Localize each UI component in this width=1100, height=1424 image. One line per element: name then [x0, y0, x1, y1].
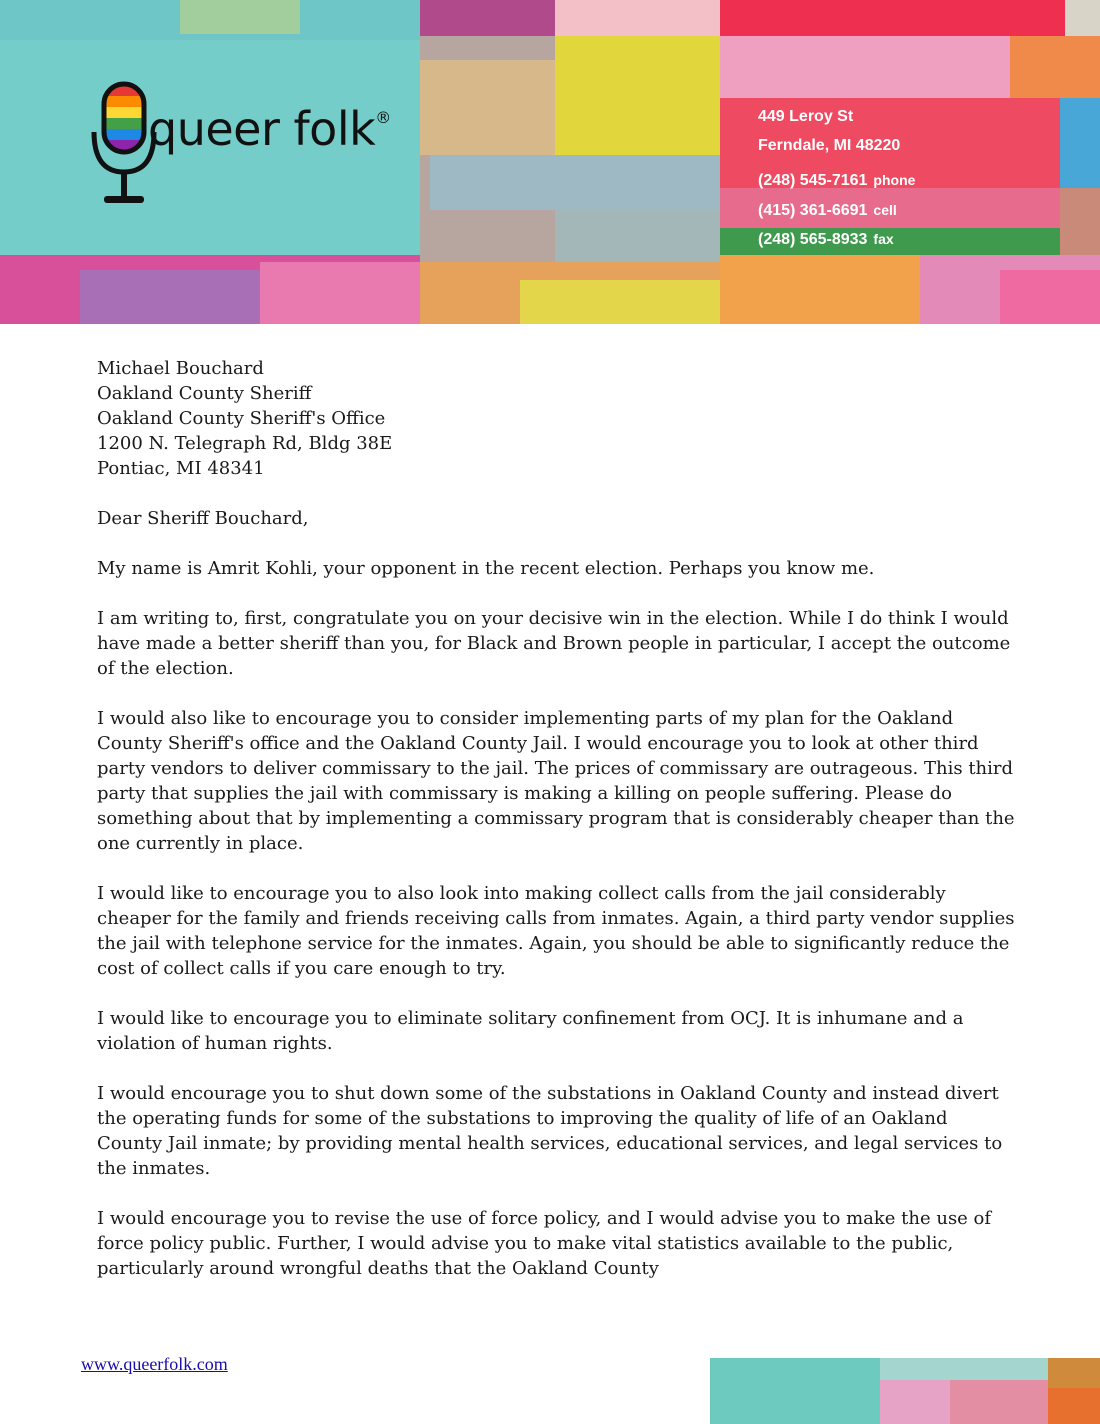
paragraph: I would like to encourage you to also look into making collect calls from the jail considerably cheaper for the family and friends receiving calls from inmates. Again, a third party vendor supplies the jail with telephone service for the inmates. Again, you should be able to significantly reduce the cost of collect calls if you care enough to try. — [97, 883, 1015, 979]
contact-phone: (248) 545-7161 phone — [758, 172, 916, 189]
letterhead-banner — [0, 0, 1100, 324]
contact-cell: (415) 361-6691 cell — [758, 202, 897, 219]
letter-body — [97, 356, 1017, 1306]
website-link[interactable]: www.queerfolk.com — [81, 1354, 228, 1374]
paragraph: I would like to encourage you to eliminate solitary confinement from OCJ. It is inhumane and a violation of human rights. — [97, 1008, 964, 1054]
brand-name: queer folk® — [148, 102, 391, 156]
contact-fax: (248) 565-8933 fax — [758, 231, 894, 248]
salutation: Dear Sheriff Bouchard, — [97, 508, 309, 529]
footer-color-band — [710, 1358, 1100, 1424]
recipient-city: Pontiac, MI 48341 — [97, 458, 265, 479]
recipient-title: Oakland County Sheriff — [97, 383, 312, 404]
contact-street: 449 Leroy St — [758, 108, 854, 125]
recipient-address — [97, 356, 1017, 481]
paragraph: I would also like to encourage you to consider implementing parts of my plan for the Oakland County Sheriff's office and the Oakland County Jail. I would encourage you to look at other third party vendors to deliver commissary to the jail. The prices of commissary are outrageous. This third party that supplies the jail with commissary is making a killing on people suffering. Please do something about that by implementing a commissary program that is considerably cheaper than the one currently in place. — [97, 708, 1015, 854]
paragraph: I am writing to, first, congratulate you on your decisive win in the election. While I do think I would have made a better sheriff than you, for Black and Brown people in particular, I accept the outcome of the election. — [97, 608, 1011, 679]
brand-logo — [88, 80, 398, 210]
contact-city: Ferndale, MI 48220 — [758, 137, 901, 154]
recipient-name: Michael Bouchard — [97, 358, 264, 379]
recipient-street: 1200 N. Telegraph Rd, Bldg 38E — [97, 433, 393, 454]
paragraph: I would encourage you to shut down some of the substations in Oakland County and instead divert the operating funds for some of the substations to improving the quality of life of an Oakland County Jail inmate; by providing mental health services, educational services, and legal services to the inmates. — [97, 1083, 1003, 1179]
recipient-office: Oakland County Sheriff's Office — [97, 408, 386, 429]
paragraph: My name is Amrit Kohli, your opponent in the recent election. Perhaps you know me. — [97, 558, 875, 579]
paragraph: I would encourage you to revise the use of force policy, and I would advise you to make the use of force policy public. Further, I would advise you to make vital statistics available to the public, particularly around wrongful deaths that the Oakland County — [97, 1208, 992, 1279]
